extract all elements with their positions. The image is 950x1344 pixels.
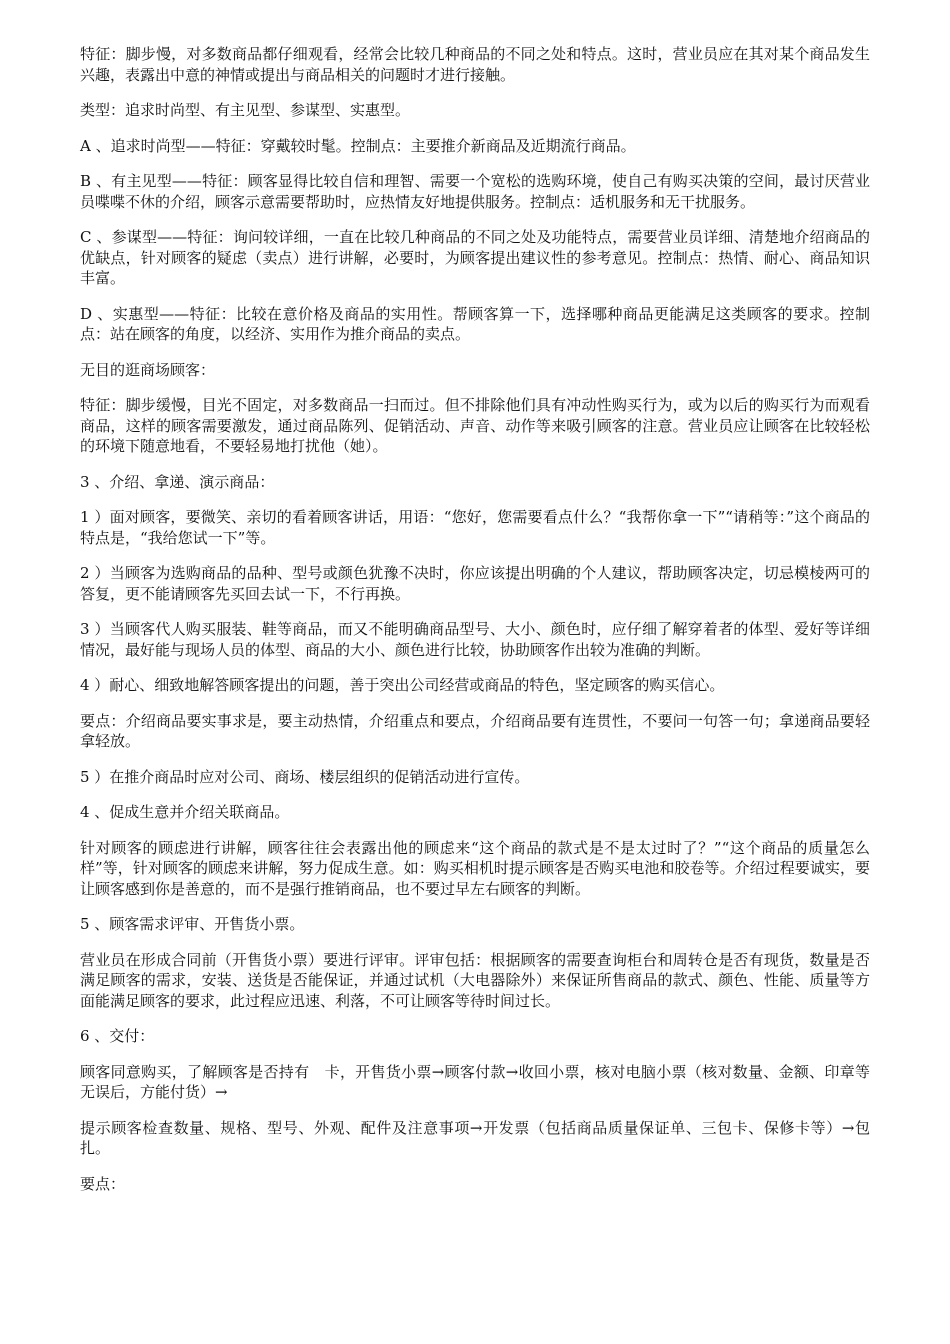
paragraph-type-c-advisor: C 、参谋型——特征：询问较详细，一直在比较几种商品的不同之处及功能特点，需要营业员详细、清楚地介绍商品的优缺点，针对顾客的疑虑（卖点）进行讲解，必要时，为顾客提出建议性的参考意见。控制点：热情、耐心、商品知识丰富。: [80, 228, 870, 287]
paragraph-close-deal: 针对顾客的顾虑进行讲解，顾客往往会表露出他的顾虑来“这个商品的款式是不是太过时了？”“这个商品的质量怎么样”等，针对顾客的顾虑来讲解，努力促成生意。如：购买相机时提示顾客是否购买电池和胶卷等。介绍过程要诚实，要让顾客感到你是善意的，而不是强行推销商品，也不要过早左右顾客的判断。: [80, 838, 870, 898]
paragraph-step-5: 5 ）在推介商品时应对公司、商场、楼层组织的促销活动进行宣传。: [80, 767, 530, 786]
paragraph-key-points-label: 要点：: [80, 1174, 126, 1193]
document-body: [80, 44, 870, 1194]
section-heading-5-review: 5 、顾客需求评审、开售货小票。: [80, 915, 305, 933]
paragraph-step-2: 2 ）当顾客为选购商品的品种、型号或颜色犹豫不决时，你应该提出明确的个人建议，帮助顾客决定，切忌模棱两可的答复，更不能请顾客先买回去试一下，不行再换。: [80, 564, 870, 603]
paragraph-step-4: 4 ）耐心、细致地解答顾客提出的问题，善于突出公司经营或商品的特色，坚定顾客的购买信心。: [80, 676, 725, 694]
paragraph-delivery-flow-1: 顾客同意购买，了解顾客是否持有 卡，开售货小票→顾客付款→收回小票，核对电脑小票（核对数量、金额、印章等无误后，方能付货）→: [80, 1062, 870, 1101]
section-heading-6-delivery: 6 、交付：: [80, 1027, 155, 1045]
paragraph-aimless-traits: 特征：脚步缓慢，目光不固定，对多数商品一扫而过。但不排除他们具有冲动性购买行为，或为以后的购买行为而观看商品，这样的顾客需要激发，通过商品陈列、促销活动、声音、动作等来吸引顾客的注意。营业员应让顾客在比较轻松的环境下随意地看，不要轻易地打扰他（她）。: [80, 396, 870, 455]
paragraph-step-3: 3 ）当顾客代人购买服装、鞋等商品，而又不能明确商品型号、大小、颜色时，应仔细了解穿着者的体型、爱好等详细情况，最好能与现场人员的体型、商品的大小、颜色进行比较，协助顾客作出较为准确的判断。: [80, 620, 870, 659]
paragraph-key-points-intro: 要点：介绍商品要实事求是，要主动热情，介绍重点和要点，介绍商品要有连贯性，不要问一句答一句；拿递商品要轻拿轻放。: [80, 711, 870, 750]
paragraph-delivery-flow-2: 提示顾客检查数量、规格、型号、外观、配件及注意事项→开发票（包括商品质量保证单、三包卡、保修卡等）→包扎。: [80, 1118, 870, 1157]
paragraph-browsing-customer-traits: 特征：脚步慢，对多数商品都仔细观看，经常会比较几种商品的不同之处和特点。这时，营业员应在其对某个商品发生兴趣，表露出中意的神情或提出与商品相关的问题时才进行接触。: [80, 45, 870, 84]
paragraph-aimless-heading: 无目的逛商场顾客：: [80, 360, 216, 379]
paragraph-type-d-practical: D 、实惠型——特征：比较在意价格及商品的实用性。帮顾客算一下，选择哪种商品更能满足这类顾客的要求。控制点：站在顾客的角度，以经济、实用作为推介商品的卖点。: [80, 304, 870, 343]
section-heading-3-introduce: 3 、介绍、拿递、演示商品：: [80, 472, 275, 491]
section-heading-4-close-deal: 4 、促成生意并介绍关联商品。: [80, 803, 290, 821]
paragraph-review: 营业员在形成合同前（开售货小票）要进行评审。评审包括：根据顾客的需要查询柜台和周转仓是否有现货，数量是否满足顾客的需求，安装、送货是否能保证，并通过试机（大电器除外）来保证所售商品的款式、颜色、性能、质量等方面能满足顾客的要求，此过程应迅速、利落，不可让顾客等待时间过长。: [80, 950, 870, 1010]
paragraph-type-a-fashion: A 、追求时尚型——特征：穿戴较时髦。控制点：主要推介新商品及近期流行商品。: [80, 136, 636, 155]
paragraph-step-1: 1 ）面对顾客，要微笑、亲切的看着顾客讲话，用语：“您好，您需要看点什么？“我帮你拿一下”“请稍等：”这个商品的特点是，“我给您试一下”等。: [80, 508, 870, 547]
paragraph-type-b-opinionated: B 、有主见型——特征：顾客显得比较自信和理智、需要一个宽松的选购环境，使自己有购买决策的空间，最讨厌营业员喋喋不休的介绍，顾客示意需要帮助时，应热情友好地提供服务。控制点：适机服务和无干扰服务。: [80, 172, 870, 211]
paragraph-customer-types: 类型：追求时尚型、有主见型、参谋型、实惠型。: [80, 101, 411, 119]
